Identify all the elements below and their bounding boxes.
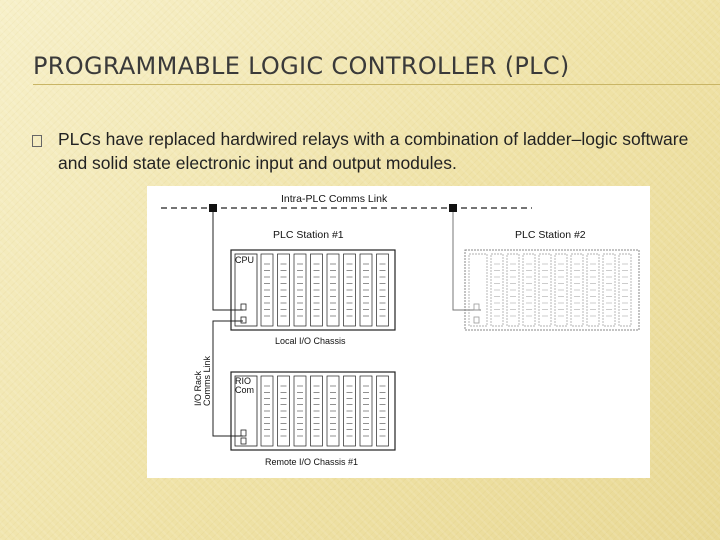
station1-node (209, 204, 217, 212)
bullet-text: PLCs have replaced hardwired relays with a combination of ladder–logic software and solid state electronic input and output modules. (58, 129, 689, 173)
station2-cpu-module (469, 254, 487, 326)
plc-diagram-svg (147, 186, 650, 478)
comm-port (241, 304, 246, 310)
station2-connector (453, 212, 481, 310)
bullet-box-icon (32, 135, 42, 147)
comm-port (474, 304, 479, 310)
rack-link-label-line2: Comms Link (202, 355, 212, 406)
slide-title: PROGRAMMABLE LOGIC CONTROLLER (PLC) (33, 52, 570, 80)
bullet-marker (32, 133, 46, 147)
title-underline (33, 84, 720, 85)
cpu-label: CPU (235, 255, 255, 265)
comm-port (474, 317, 479, 323)
local-chassis-frame (231, 250, 395, 330)
local-chassis-label: Local I/O Chassis (275, 336, 346, 346)
remote-io-chassis (231, 372, 395, 450)
station1-label: PLC Station #1 (273, 229, 344, 241)
local-io-chassis (231, 250, 395, 330)
comm-port (241, 430, 246, 436)
comm-port (241, 317, 246, 323)
remote-chassis-frame (231, 372, 395, 450)
station2-label: PLC Station #2 (515, 229, 586, 241)
station2-node (449, 204, 457, 212)
comm-port (241, 438, 246, 444)
rack-link-label-line1: I/O Rack (193, 370, 203, 406)
comms-link-label: Intra-PLC Comms Link (281, 193, 388, 205)
rio-label-line2: Com (235, 385, 255, 395)
rio-label-line1: RIO (235, 376, 252, 386)
remote-chassis-label: Remote I/O Chassis #1 (265, 457, 359, 467)
plc-diagram (147, 186, 650, 478)
station2-chassis (465, 250, 639, 330)
